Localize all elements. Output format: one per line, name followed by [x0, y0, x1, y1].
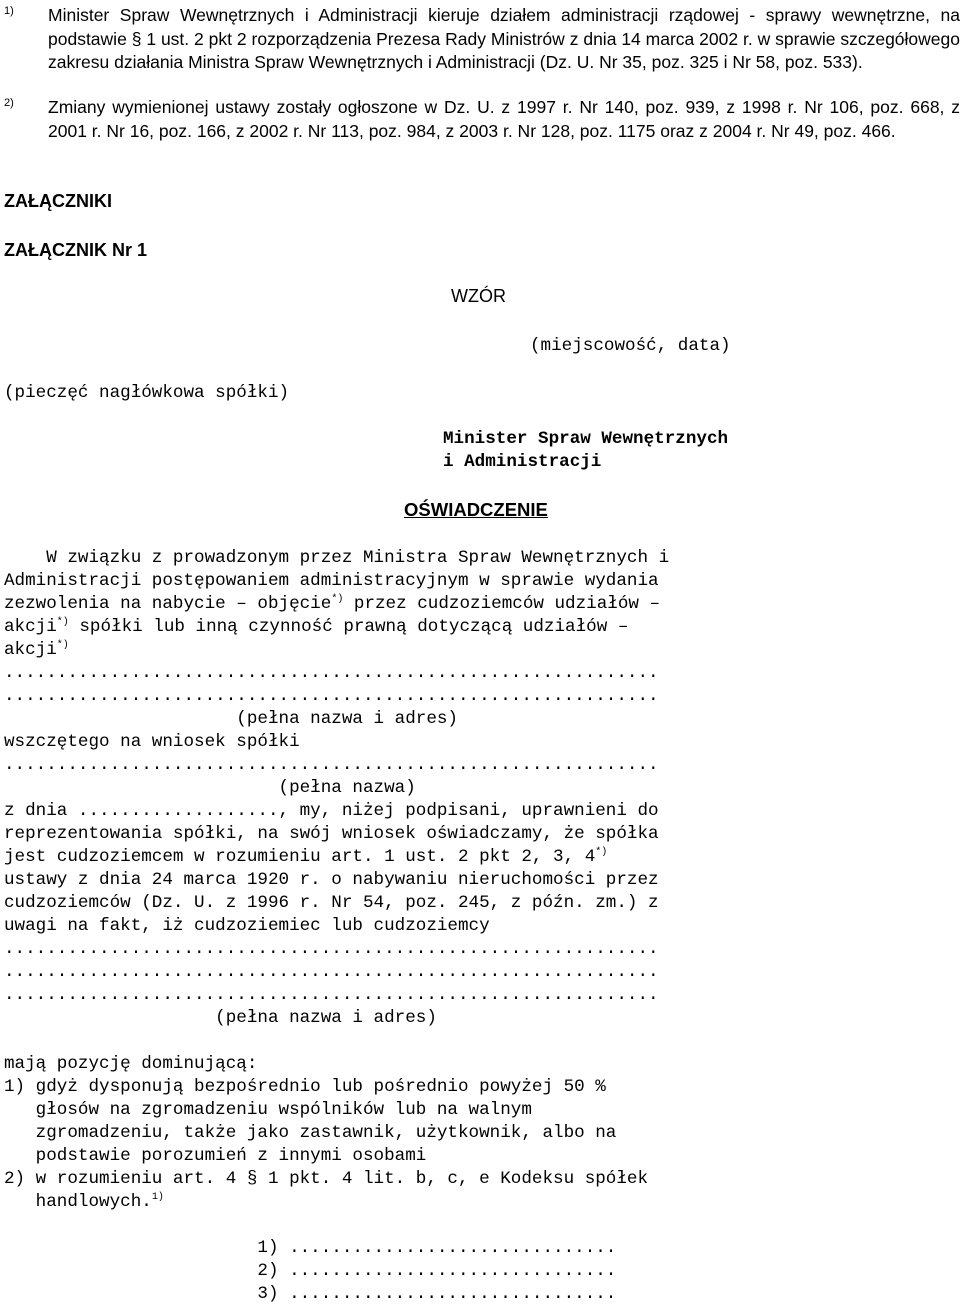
list-item-continued: podstawie porozumień z innymi osobami [4, 1146, 427, 1166]
fill-line: .............................................................. [4, 939, 659, 959]
signature-line: 2) ............................... [4, 1261, 617, 1281]
footnote-text: Zmiany wymienionej ustawy zostały ogłoszone w Dz. U. z 1997 r. Nr 140, poz. 939, z 1998 r. Nr 106, poz. 668, z 2001 r. Nr 16, poz. 166, z 2002 r. Nr 113, poz. 984, z 2003 r. Nr 128, poz. 1175 oraz z 2004 r. Nr 49, poz. 466. [48, 97, 960, 141]
body-line: akcji*) [4, 640, 69, 660]
fill-line: .............................................................. [4, 686, 659, 706]
list-item-continued: zgromadzeniu, także jako zastawnik, użytkownik, albo na [4, 1123, 617, 1143]
body-line: akcji*) spółki lub inną czynność prawną dotyczącą udziałów – [4, 617, 629, 637]
footnote-2 [0, 96, 960, 143]
place-date-field: (miejscowość, data) [530, 336, 731, 356]
body-line: cudzoziemców (Dz. U. z 1996 r. Nr 54, poz. 245, z późn. zm.) z [4, 893, 659, 913]
body-line: uwagi na fakt, iż cudzoziemiec lub cudzoziemcy [4, 916, 490, 936]
footnote-ref: *) [56, 617, 69, 628]
addressee-line-1: Minister Spraw Wewnętrznych [443, 429, 729, 449]
template-label: WZÓR [451, 286, 506, 306]
body-line: ustawy z dnia 24 marca 1920 r. o nabywaniu nieruchomości przez [4, 870, 659, 890]
annexes-heading: ZAŁĄCZNIKI [4, 191, 112, 211]
fill-line: .............................................................. [4, 663, 659, 683]
body-line: W związku z prowadzonym przez Ministra Spraw Wewnętrznych i [4, 548, 670, 568]
body-line: z dnia ..................., my, niżej podpisani, uprawnieni do [4, 801, 659, 821]
spacer [4, 1030, 764, 1053]
fill-line: .............................................................. [4, 755, 659, 775]
document-title: OŚWIADCZENIE [404, 499, 548, 520]
signature-line: 1) ............................... [4, 1238, 617, 1258]
spacer [4, 1214, 764, 1237]
body-line: jest cudzoziemcem w rozumieniu art. 1 ust. 2 pkt 2, 3, 4*) [4, 847, 608, 867]
annex-1-heading: ZAŁĄCZNIK Nr 1 [4, 240, 147, 260]
footnote-ref: *) [331, 594, 344, 605]
footnote-ref: *) [56, 640, 69, 651]
footnote-ref: 1) [151, 1192, 164, 1203]
fill-line: .............................................................. [4, 985, 659, 1005]
field-caption: (pełna nazwa i adres) [4, 1008, 437, 1028]
footnote-number: 1) [4, 5, 14, 17]
list-item: 1) gdyż dysponują bezpośrednio lub pośrednio powyżej 50 % [4, 1077, 606, 1097]
addressee-line-2: i Administracji [443, 452, 602, 472]
body-line: wszczętego na wniosek spółki [4, 732, 300, 752]
body-line: reprezentowania spółki, na swój wniosek oświadczamy, że spółka [4, 824, 659, 844]
footnote-text: Minister Spraw Wewnętrznych i Administracji kieruje działem administracji rządowej - sprawy wewnętrzne, na podstawie § 1 ust. 2 pkt 2 rozporządzenia Prezesa Rady Ministrów z dnia 14 marca 2002 r. w sprawie szczegółowego zakresu działania Ministra Spraw Wewnętrznych i Administracji (Dz. U. Nr 35, poz. 325 i Nr 58, poz. 533). [48, 5, 960, 72]
signature-line: 3) ............................... [4, 1284, 617, 1304]
field-caption: (pełna nazwa i adres) [4, 709, 458, 729]
list-item-continued: głosów na zgromadzeniu wspólników lub na walnym [4, 1100, 532, 1120]
declaration-body [4, 547, 764, 1306]
footnote-1 [0, 4, 960, 75]
body-line: mają pozycję dominującą: [4, 1054, 258, 1074]
field-caption: (pełna nazwa) [4, 778, 416, 798]
footnote-number: 2) [4, 97, 14, 109]
company-stamp-field: (pieczęć nagłówkowa spółki) [4, 383, 290, 403]
footnote-ref: *) [595, 847, 608, 858]
list-item: 2) w rozumieniu art. 4 § 1 pkt. 4 lit. b, c, e Kodeksu spółek [4, 1169, 649, 1189]
list-item-continued: handlowych.$^{1)}$ [4, 1192, 164, 1212]
body-line: zezwolenia na nabycie – objęcie*) przez cudzoziemców udziałów – [4, 594, 661, 614]
body-line: Administracji postępowaniem administracyjnym w sprawie wydania [4, 571, 659, 591]
fill-line: .............................................................. [4, 962, 659, 982]
